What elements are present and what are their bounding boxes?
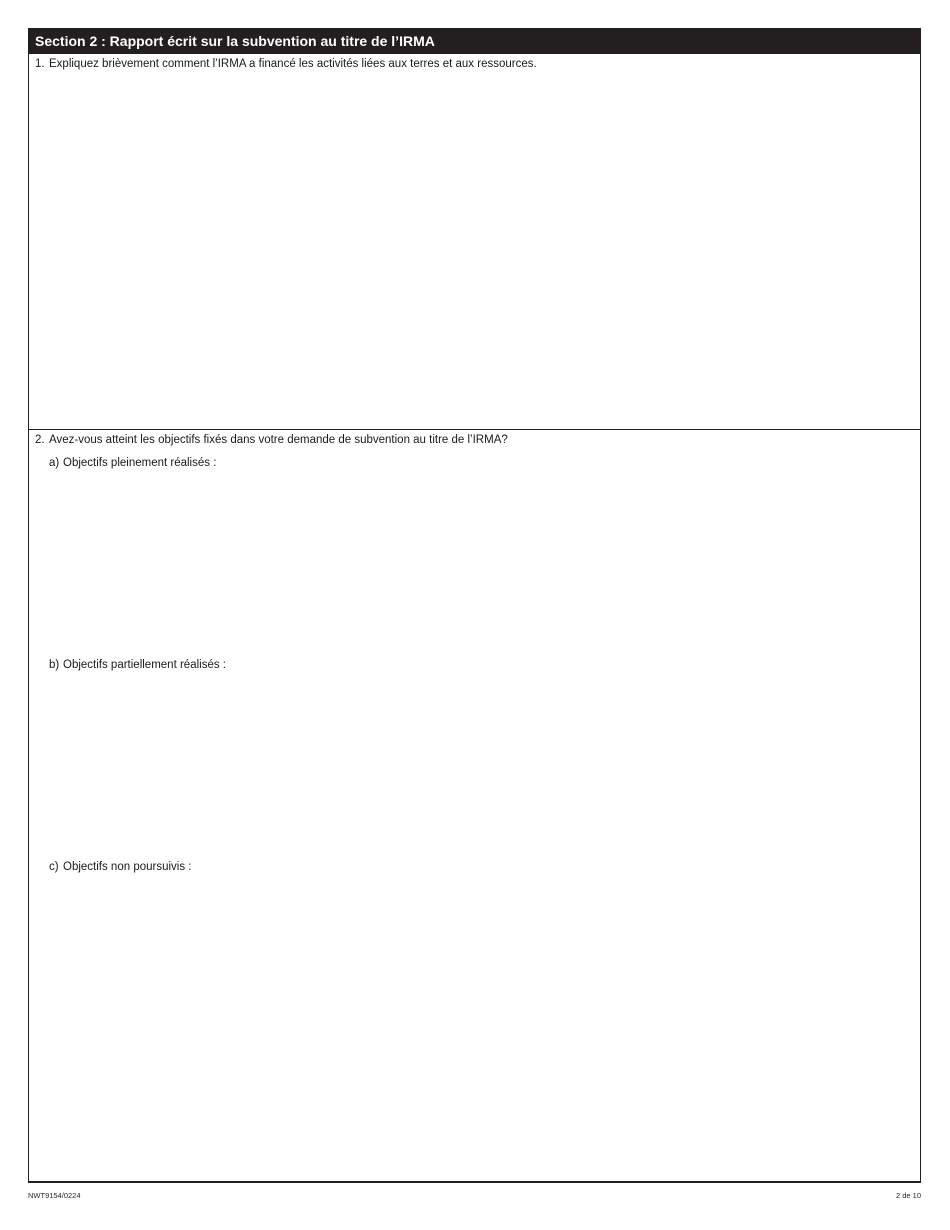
irma-report-form: [28, 28, 921, 1183]
section-header: Section 2 : Rapport écrit sur la subvention au titre de l’IRMA: [29, 29, 920, 54]
question-1-block: [29, 54, 920, 430]
question-1-answer-field[interactable]: [35, 76, 914, 425]
question-2c-letter: c): [49, 861, 59, 873]
question-2a-answer-field[interactable]: [35, 475, 914, 655]
question-2a-letter: a): [49, 457, 60, 469]
question-1-label: Expliquez brièvement comment l’IRMA a financé les activités liées aux terres et aux ressources.: [49, 58, 537, 70]
form-code: NWT9154/0224: [28, 1191, 81, 1200]
question-1-number: 1.: [35, 58, 45, 70]
question-2c-answer-field[interactable]: [35, 879, 914, 1178]
question-2b: [49, 659, 226, 671]
question-2b-letter: b): [49, 659, 60, 671]
question-2-number: 2.: [35, 434, 45, 446]
question-2c: [49, 861, 191, 873]
question-2a: [49, 457, 216, 469]
question-2b-answer-field[interactable]: [35, 677, 914, 857]
question-2-block: [29, 430, 920, 1182]
page-number: 2 de 10: [895, 1191, 921, 1200]
question-2-label: Avez-vous atteint les objectifs fixés dans votre demande de subvention au titre de l’IRMA?: [49, 434, 508, 446]
question-2a-label: Objectifs pleinement réalisés :: [63, 457, 217, 469]
question-1-text: [35, 58, 537, 70]
question-2c-label: Objectifs non poursuivis :: [63, 861, 192, 873]
question-2b-label: Objectifs partiellement réalisés :: [63, 659, 226, 671]
question-2-text: [35, 434, 508, 446]
